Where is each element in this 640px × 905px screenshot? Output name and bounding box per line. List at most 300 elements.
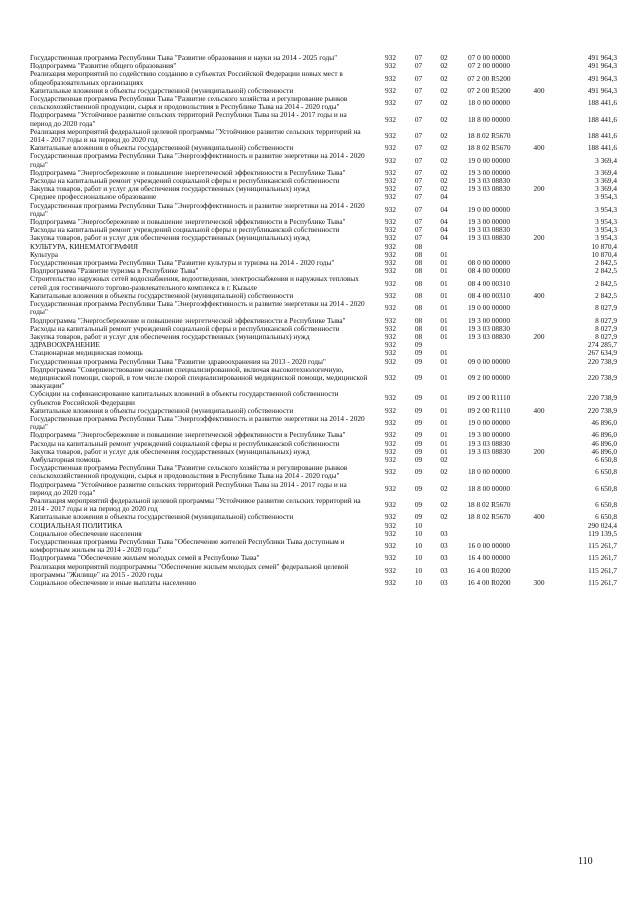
section-code-cell: 07 <box>414 176 423 186</box>
amount-cell: 6 650,8 <box>595 512 617 522</box>
subsection-code-cell: 02 <box>440 167 448 177</box>
expense-type-cell <box>522 522 556 530</box>
expense-type-cell <box>522 111 556 127</box>
amount-cell: 10 870,4 <box>591 249 617 259</box>
target-article-cell: 16 4 00 R0200 <box>467 578 511 587</box>
amount-cell: 491 964,3 <box>587 61 617 71</box>
amount-cell: 8 027,9 <box>595 331 617 341</box>
expense-type-cell: 400 <box>533 405 545 415</box>
subsection-code-cell: 04 <box>440 233 448 243</box>
ministry-code-cell: 932 <box>385 348 396 358</box>
subsection-code-cell: 01 <box>440 258 448 268</box>
section-code-cell: 07 <box>414 53 423 62</box>
item-name-cell: Подпрограмма "Совершенствование оказания специализированной, включая высокотехнологичную, медицинской помощи, скорой, в том числе скорой специализированной медицинской помощи, медицинской эвакуации" <box>30 364 368 391</box>
item-name-cell: Государственная программа Республики Тыва "Энергоэффективность и развитие энергетики на 2014 - 2020 годы" <box>30 299 365 317</box>
page-number: 110 <box>578 856 593 867</box>
item-name-cell: Государственная программа Республики Тыва "Энергоэффективность и развитие энергетики на 2014 - 2020 годы" <box>30 200 365 218</box>
item-name-cell: Реализация мероприятий подпрограммы "Обеспечение жильем молодых семей" федеральной целевой программы "Жилище" на 2015 - 2020 годы <box>30 561 349 579</box>
expense-type-cell <box>522 243 556 251</box>
section-code-cell: 08 <box>414 278 423 288</box>
section-code-cell: 08 <box>414 266 423 276</box>
section-code-cell: 08 <box>414 249 423 259</box>
amount-cell: 188 441,6 <box>587 143 617 153</box>
subsection-code-cell: 01 <box>440 356 448 366</box>
table-row <box>30 111 617 127</box>
subsection-code-cell: 04 <box>440 217 448 227</box>
target-article-cell: 19 0 00 00000 <box>468 155 510 165</box>
expense-type-cell <box>522 390 556 406</box>
section-code-cell: 08 <box>414 323 423 333</box>
subsection-code-cell: 04 <box>440 225 448 235</box>
subsection-code-cell: 01 <box>440 323 448 333</box>
amount-cell: 3 954,3 <box>595 233 617 243</box>
table-row <box>30 481 617 497</box>
expense-type-cell <box>522 341 556 349</box>
amount-cell: 491 964,3 <box>587 85 617 95</box>
ministry-code-cell: 932 <box>385 114 396 124</box>
subsection-code-cell: 01 <box>440 372 448 382</box>
ministry-code-cell: 932 <box>385 130 396 140</box>
section-code-cell: 09 <box>414 418 423 428</box>
target-article-cell: 19 0 00 00000 <box>468 303 510 313</box>
ministry-code-cell: 932 <box>385 233 396 243</box>
target-article-cell: 18 8 02 R5670 <box>467 512 511 522</box>
expense-type-cell <box>522 300 556 316</box>
section-code-cell: 09 <box>414 438 423 448</box>
target-article-cell: 07 2 00 R5200 <box>467 73 511 83</box>
item-name-cell: Подпрограмма "Обеспечение жильем молодых семей в Республике Тыва" <box>30 553 260 563</box>
expense-type-cell <box>522 464 556 480</box>
item-name-cell: Государственная программа Республики Тыва "Развитие сельского хозяйства и регулирование рынков сельскохозяйственной продукции, сырья и продовольствия в Республике Тыва на 2014 - 2020 годы" <box>30 94 348 112</box>
ministry-code-cell: 932 <box>385 528 396 538</box>
section-code-cell: 08 <box>414 258 423 268</box>
amount-cell: 115 261,7 <box>588 578 617 587</box>
amount-cell: 491 964,3 <box>587 73 617 83</box>
amount-cell: 3 954,3 <box>595 192 617 202</box>
section-code-cell: 09 <box>414 348 423 358</box>
target-article-cell: 07 2 00 00000 <box>468 61 510 71</box>
subsection-code-cell: 02 <box>440 176 448 186</box>
subsection-code-cell: 01 <box>440 315 448 325</box>
ministry-code-cell: 932 <box>385 512 396 522</box>
expense-type-cell <box>522 251 556 259</box>
subsection-code-cell: 02 <box>440 512 448 522</box>
expense-type-cell: 300 <box>533 578 545 587</box>
ministry-code-cell: 932 <box>385 143 396 153</box>
target-article-cell: 16 4 00 R0200 <box>467 565 511 575</box>
section-code-cell: 10 <box>414 520 423 530</box>
table-row <box>30 415 617 431</box>
item-name-cell: Амбулаторная помощь <box>30 454 101 464</box>
item-name-cell: Социальное обеспечение населения <box>30 528 142 538</box>
ministry-code-cell: 932 <box>385 430 396 440</box>
subsection-code-cell: 02 <box>440 483 448 493</box>
section-code-cell: 07 <box>414 167 423 177</box>
expense-type-cell <box>522 349 556 357</box>
amount-cell: 8 027,9 <box>595 315 617 325</box>
item-name-cell: Подпрограмма "Энергосбережение и повышение энергетической эффективности в Республике Тыва" <box>30 315 346 325</box>
amount-cell: 188 441,6 <box>587 130 617 140</box>
ministry-code-cell: 932 <box>385 446 396 456</box>
ministry-code-cell: 932 <box>385 565 396 575</box>
subsection-code-cell: 01 <box>440 249 448 259</box>
item-name-cell: Закупка товаров, работ и услуг для обеспечения государственных (муниципальных) нужд <box>30 446 310 456</box>
table-row <box>30 70 617 86</box>
section-code-cell: 07 <box>414 73 423 83</box>
amount-cell: 220 738,9 <box>587 405 617 415</box>
ministry-code-cell: 932 <box>385 438 396 448</box>
expense-type-cell <box>522 193 556 201</box>
ministry-code-cell: 932 <box>385 192 396 202</box>
ministry-code-cell: 932 <box>385 578 396 587</box>
target-article-cell: 19 3 00 00000 <box>468 430 510 440</box>
expense-type-cell <box>522 563 556 579</box>
item-name-cell: Закупка товаров, работ и услуг для обеспечения государственных (муниципальных) нужд <box>30 184 310 194</box>
amount-cell: 8 027,9 <box>595 323 617 333</box>
ministry-code-cell: 932 <box>385 418 396 428</box>
section-code-cell: 10 <box>414 553 423 563</box>
section-code-cell: 07 <box>414 98 423 108</box>
section-code-cell: 07 <box>414 192 423 202</box>
target-article-cell: 19 3 03 08830 <box>468 176 510 186</box>
ministry-code-cell: 932 <box>385 184 396 194</box>
section-code-cell: 10 <box>414 528 423 538</box>
subsection-code-cell: 02 <box>440 53 448 62</box>
target-article-cell: 18 0 00 00000 <box>468 98 510 108</box>
subsection-code-cell: 02 <box>440 454 448 464</box>
table-row <box>30 464 617 480</box>
item-name-cell: Расходы на капитальный ремонт учреждений социальной сферы и республиканской собственности <box>30 438 340 448</box>
expense-type-cell: 400 <box>533 290 545 300</box>
amount-cell: 274 285,7 <box>587 340 617 350</box>
ministry-code-cell: 932 <box>385 53 396 62</box>
section-code-cell: 09 <box>414 500 423 510</box>
expense-type-cell <box>522 202 556 218</box>
subsection-code-cell: 01 <box>440 348 448 358</box>
section-code-cell: 10 <box>414 578 423 587</box>
table-body <box>30 54 617 587</box>
expense-type-cell <box>522 218 556 226</box>
expense-type-cell <box>522 358 556 366</box>
amount-cell: 2 842,5 <box>595 266 617 276</box>
expense-type-cell: 200 <box>533 184 545 194</box>
item-name-cell: Капитальные вложения в объекты государственной (муниципальной) собственности <box>30 405 294 415</box>
ministry-code-cell: 932 <box>385 73 396 83</box>
ministry-code-cell: 932 <box>385 315 396 325</box>
expense-type-cell <box>522 259 556 267</box>
target-article-cell <box>456 530 522 538</box>
item-name-cell: Расходы на капитальный ремонт учреждений социальной сферы и республиканской собственности <box>30 323 340 333</box>
table-row <box>30 333 617 341</box>
section-code-cell: 10 <box>414 565 423 575</box>
amount-cell: 8 027,9 <box>595 303 617 313</box>
subsection-code-cell: 03 <box>440 565 448 575</box>
target-article-cell: 18 8 02 R5670 <box>467 130 511 140</box>
ministry-code-cell: 932 <box>385 454 396 464</box>
subsection-code-cell: 01 <box>440 303 448 313</box>
ministry-code-cell: 932 <box>385 393 396 403</box>
section-code-cell: 07 <box>414 143 423 153</box>
amount-cell: 6 650,8 <box>595 454 617 464</box>
target-article-cell: 19 3 03 08830 <box>468 446 510 456</box>
amount-cell: 220 738,9 <box>587 356 617 366</box>
ministry-code-cell: 932 <box>385 155 396 165</box>
expense-type-cell <box>522 554 556 562</box>
section-code-cell: 08 <box>414 331 423 341</box>
section-code-cell: 09 <box>414 483 423 493</box>
section-code-cell: 09 <box>414 467 423 477</box>
budget-allocation-table <box>30 54 617 587</box>
table-row <box>30 563 617 579</box>
amount-cell: 3 369,4 <box>595 155 617 165</box>
expense-type-cell: 200 <box>533 233 545 243</box>
item-name-cell: Государственная программа Республики Тыва "Энергоэффективность и развитие энергетики на 2014 - 2020 годы" <box>30 151 365 169</box>
subsection-code-cell: 02 <box>440 114 448 124</box>
target-article-cell: 19 3 00 00000 <box>468 167 510 177</box>
section-code-cell: 07 <box>414 114 423 124</box>
item-name-cell: Реализация мероприятий федеральной целевой программы "Устойчивое развитие сельских территорий на 2014 - 2017 годы и на период до 2020 год <box>30 495 361 514</box>
amount-cell: 2 842,5 <box>595 290 617 300</box>
table-row <box>30 275 617 291</box>
item-name-cell: Расходы на капитальный ремонт учреждений социальной сферы и республиканской собственности <box>30 176 340 186</box>
expense-type-cell <box>522 530 556 538</box>
expense-type-cell <box>522 95 556 111</box>
subsection-code-cell: 03 <box>440 541 448 551</box>
subsection-code-cell: 01 <box>440 393 448 403</box>
section-code-cell: 08 <box>414 290 423 300</box>
amount-cell: 188 441,6 <box>587 114 617 124</box>
ministry-code-cell: 932 <box>385 85 396 95</box>
expense-type-cell <box>522 70 556 86</box>
target-article-cell: 09 2 00 R1110 <box>467 393 511 403</box>
table-row <box>30 243 617 251</box>
expense-type-cell <box>522 317 556 325</box>
item-name-cell: Реализация мероприятий федеральной целевой программы "Устойчивое развитие сельских территорий на 2014 - 2017 годы и на период до 2020 год <box>30 126 361 145</box>
item-name-cell: Расходы на капитальный ремонт учреждений социальной сферы и республиканской собственности <box>30 225 340 235</box>
subsection-code-cell: 02 <box>440 61 448 71</box>
amount-cell: 2 842,5 <box>595 258 617 268</box>
item-name-cell: Подпрограмма "Энергосбережение и повышение энергетической эффективности в Республике Тыва" <box>30 217 346 227</box>
subsection-code-cell: 02 <box>440 184 448 194</box>
section-code-cell: 09 <box>414 340 423 350</box>
amount-cell: 115 261,7 <box>588 553 617 563</box>
target-article-cell <box>456 522 522 530</box>
amount-cell: 220 738,9 <box>587 393 617 403</box>
item-name-cell: Капитальные вложения в объекты государственной (муниципальной) собственности <box>30 512 294 522</box>
amount-cell: 119 139,5 <box>588 528 617 538</box>
subsection-code-cell: 01 <box>440 446 448 456</box>
table-row <box>30 579 617 587</box>
table-row <box>30 300 617 316</box>
subsection-code-cell: 01 <box>440 278 448 288</box>
ministry-code-cell: 932 <box>385 405 396 415</box>
subsection-code-cell: 02 <box>440 130 448 140</box>
item-name-cell: Субсидии на софинансирование капитальных вложений в объекты государственной собственности субъектов Российской Федерации <box>30 389 339 407</box>
section-code-cell: 07 <box>414 217 423 227</box>
table-row <box>30 448 617 456</box>
section-code-cell: 10 <box>414 541 423 551</box>
section-code-cell: 07 <box>414 184 423 194</box>
target-article-cell: 09 2 00 R1110 <box>467 405 511 415</box>
item-name-cell: Культура <box>30 249 58 259</box>
expense-type-cell: 400 <box>533 512 545 522</box>
item-name-cell: Подпрограмма "Развитие туризма в Республике Тыва" <box>30 266 199 276</box>
ministry-code-cell: 932 <box>385 217 396 227</box>
expense-type-cell <box>522 481 556 497</box>
amount-cell: 46 896,0 <box>591 446 617 456</box>
amount-cell: 220 738,9 <box>587 372 617 382</box>
ministry-code-cell: 932 <box>385 98 396 108</box>
target-article-cell: 07 2 00 R5200 <box>467 85 511 95</box>
table-row <box>30 390 617 406</box>
target-article-cell: 19 3 03 08830 <box>468 438 510 448</box>
section-code-cell: 07 <box>414 130 423 140</box>
target-article-cell <box>456 243 522 251</box>
subsection-code-cell: 04 <box>440 192 448 202</box>
ministry-code-cell: 932 <box>385 541 396 551</box>
section-code-cell: 09 <box>414 393 423 403</box>
target-article-cell: 08 4 00 00000 <box>468 266 510 276</box>
amount-cell: 491 964,3 <box>587 53 617 62</box>
expense-type-cell <box>522 54 556 62</box>
budget-document-page <box>30 0 620 587</box>
target-article-cell: 08 0 00 00000 <box>468 258 510 268</box>
section-code-cell: 09 <box>414 356 423 366</box>
table-row <box>30 202 617 218</box>
ministry-code-cell: 932 <box>385 176 396 186</box>
target-article-cell: 09 2 00 00000 <box>468 372 510 382</box>
subsection-code-cell: 01 <box>440 418 448 428</box>
subsection-code-cell: 02 <box>440 467 448 477</box>
amount-cell: 46 896,0 <box>591 418 617 428</box>
expense-type-cell: 400 <box>533 85 545 95</box>
subsection-code-cell: 03 <box>440 528 448 538</box>
table-row <box>30 128 617 144</box>
subsection-code-cell: 03 <box>440 578 448 587</box>
target-article-cell: 19 3 03 08830 <box>468 225 510 235</box>
item-name-cell: Среднее профессиональное образование <box>30 192 157 202</box>
item-name-cell: Социальное обеспечение и иные выплаты населению <box>30 578 197 587</box>
subsection-code-cell: 02 <box>440 73 448 83</box>
ministry-code-cell: 932 <box>385 249 396 259</box>
expense-type-cell <box>522 497 556 513</box>
item-name-cell: ЗДРАВООХРАНЕНИЕ <box>30 340 100 350</box>
section-code-cell: 07 <box>414 85 423 95</box>
amount-cell: 10 870,4 <box>591 241 617 251</box>
section-code-cell: 09 <box>414 372 423 382</box>
expense-type-cell <box>522 275 556 291</box>
target-article-cell: 18 8 02 R5670 <box>467 143 511 153</box>
amount-cell: 115 261,7 <box>588 541 617 551</box>
expense-type-cell <box>522 431 556 439</box>
amount-cell: 3 369,4 <box>595 184 617 194</box>
amount-cell: 3 954,3 <box>595 217 617 227</box>
section-code-cell: 08 <box>414 303 423 313</box>
expense-type-cell <box>522 128 556 144</box>
item-name-cell: Капитальные вложения в объекты государственной (муниципальной) собственности <box>30 143 294 153</box>
section-code-cell: 07 <box>414 155 423 165</box>
ministry-code-cell: 932 <box>385 356 396 366</box>
item-name-cell: Строительство наружных сетей водоснабжения, водоотведения, электроснабжения и наружных тепловых сетей для гостиничного торгово-развлекательного комплекса в г. Кызыле <box>30 274 359 292</box>
expense-type-cell <box>522 267 556 275</box>
item-name-cell: Государственная программа Республики Тыва "Развитие здравоохранения на 2013 - 2020 годы" <box>30 356 326 366</box>
ministry-code-cell: 932 <box>385 278 396 288</box>
target-article-cell: 18 8 00 00000 <box>468 114 510 124</box>
item-name-cell: Подпрограмма "Энергосбережение и повышение энергетической эффективности в Республике Тыва" <box>30 167 346 177</box>
expense-type-cell <box>522 169 556 177</box>
subsection-code-cell: 01 <box>440 438 448 448</box>
amount-cell: 267 634,9 <box>587 348 617 358</box>
ministry-code-cell: 932 <box>385 290 396 300</box>
item-name-cell: Закупка товаров, работ и услуг для обеспечения государственных (муниципальных) нужд <box>30 233 310 243</box>
target-article-cell: 19 3 03 08830 <box>468 323 510 333</box>
ministry-code-cell: 932 <box>385 500 396 510</box>
ministry-code-cell: 932 <box>385 258 396 268</box>
expense-type-cell: 400 <box>533 143 545 153</box>
section-code-cell: 07 <box>414 225 423 235</box>
amount-cell: 2 842,5 <box>595 278 617 288</box>
subsection-code-cell: 01 <box>440 290 448 300</box>
section-code-cell: 07 <box>414 61 423 71</box>
amount-cell: 188 441,6 <box>587 98 617 108</box>
amount-cell: 3 954,3 <box>595 225 617 235</box>
item-name-cell: Подпрограмма "Развитие общего образования" <box>30 61 177 71</box>
subsection-code-cell: 03 <box>440 553 448 563</box>
target-article-cell <box>456 456 522 464</box>
target-article-cell: 19 0 00 00000 <box>468 418 510 428</box>
subsection-code-cell: 01 <box>440 331 448 341</box>
table-row <box>30 538 617 554</box>
section-code-cell: 09 <box>414 454 423 464</box>
ministry-code-cell: 932 <box>385 167 396 177</box>
subsection-code-cell: 01 <box>440 430 448 440</box>
ministry-code-cell: 932 <box>385 323 396 333</box>
expense-type-cell <box>522 456 556 464</box>
ministry-code-cell: 932 <box>385 331 396 341</box>
subsection-code-cell: 01 <box>440 405 448 415</box>
target-article-cell: 16 4 00 00000 <box>468 553 510 563</box>
item-name-cell: КУЛЬТУРА, КИНЕМАТОГРАФИЯ <box>30 241 138 251</box>
item-name-cell: Подпрограмма "Устойчивое развитие сельских территорий Республики Тыва на 2014 - 2017 годы и на период до 2020 года" <box>30 479 347 497</box>
target-article-cell: 08 4 00 00310 <box>468 290 510 300</box>
ministry-code-cell: 932 <box>385 204 396 214</box>
expense-type-cell <box>522 152 556 168</box>
target-article-cell: 18 8 02 R5670 <box>467 500 511 510</box>
item-name-cell: Стационарная медицинская помощь <box>30 348 143 358</box>
table-row <box>30 95 617 111</box>
item-name-cell: Государственная программа Республики Тыва "Развитие образования и науки на 2014 - 2025 годы" <box>30 53 338 62</box>
target-article-cell <box>456 341 522 349</box>
expense-type-cell: 200 <box>533 446 545 456</box>
table-row <box>30 152 617 168</box>
expense-type-cell <box>522 415 556 431</box>
item-name-cell: Реализация мероприятий по содействию созданию в субъектах Российской Федерации новых мест в общеобразовательных организациях <box>30 69 343 87</box>
subsection-code-cell: 02 <box>440 85 448 95</box>
ministry-code-cell: 932 <box>385 483 396 493</box>
section-code-cell: 09 <box>414 512 423 522</box>
amount-cell: 46 896,0 <box>591 438 617 448</box>
target-article-cell: 18 8 00 00000 <box>468 483 510 493</box>
expense-type-cell <box>522 538 556 554</box>
item-name-cell: Капитальные вложения в объекты государственной (муниципальной) собственности <box>30 290 294 300</box>
amount-cell: 3 369,4 <box>595 167 617 177</box>
ministry-code-cell: 932 <box>385 372 396 382</box>
ministry-code-cell: 932 <box>385 225 396 235</box>
target-article-cell: 19 3 03 08830 <box>468 331 510 341</box>
target-article-cell: 09 0 00 00000 <box>468 356 510 366</box>
section-code-cell: 08 <box>414 241 423 251</box>
item-name-cell: Закупка товаров, работ и услуг для обеспечения государственных (муниципальных) нужд <box>30 331 310 341</box>
